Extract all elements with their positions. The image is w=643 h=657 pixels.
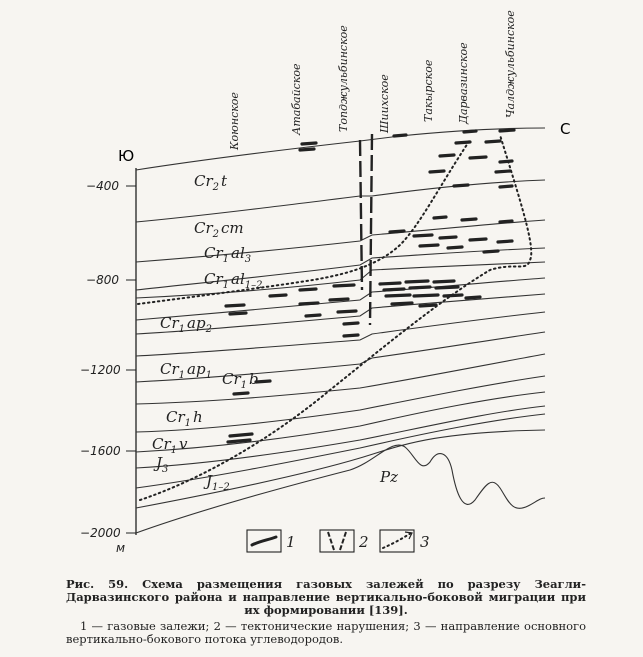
label-cr1h: $Cr_1$ h xyxy=(166,408,203,429)
depth-label-400: −400 xyxy=(86,179,119,193)
label-cr1ap2: $Cr_1$ $ap_2$ xyxy=(160,314,212,335)
field-darvazinskoe: Дарвазинское xyxy=(457,42,470,124)
label-cr1al12: $Cr_1$ $al_{1-2}$ xyxy=(204,270,263,291)
field-atabayskoe: Атабайское xyxy=(290,63,303,135)
caption-legend: 1 — газовые залежи; 2 — тектонические нарушения; 3 — направление основного вертикально-бокового потока углеводородов. xyxy=(66,619,586,646)
label-cr1b: $Cr_1$ b xyxy=(222,370,259,391)
field-takyrskoe: Такырское xyxy=(422,59,435,122)
depth-unit: м xyxy=(116,541,126,555)
field-chaldzhulbinskoe: Чалджульбинское xyxy=(504,10,517,118)
depth-label-2000: −2000 xyxy=(80,526,121,540)
label-cr1ap1: $Cr_1$ $ap_1$ xyxy=(160,360,212,381)
legend xyxy=(247,530,430,552)
label-cr1al3: $Cr_1$ $al_3$ xyxy=(204,244,252,265)
caption-title: Рис. 59. Схема размещения газовых залежей по разрезу Зеагли-Дарвазинского района и направление вертикально-боковой миграции при их формировании [139]. xyxy=(66,577,586,617)
field-koyunskoe: Коюнское xyxy=(228,92,241,150)
stratum-labels xyxy=(152,172,398,493)
label-j3: $J_3$ xyxy=(156,454,169,475)
label-pz: Pz xyxy=(380,468,398,486)
depth-label-1600: −1600 xyxy=(80,444,121,458)
depth-label-1200: −1200 xyxy=(80,363,121,377)
label-cr2t: $Cr_2$ t xyxy=(194,172,228,193)
depth-label-800: −800 xyxy=(86,273,119,287)
label-j12: $J_{1-2}$ xyxy=(206,472,230,493)
north-label: С xyxy=(560,120,571,138)
label-cr1v: $Cr_1$ v xyxy=(152,435,188,456)
legend-num-2: 2 xyxy=(359,533,369,551)
label-cr2cm: $Cr_2$ cm xyxy=(194,219,244,240)
depth-ticks xyxy=(126,186,136,533)
south-label: Ю xyxy=(118,147,135,165)
figure-caption xyxy=(66,578,586,646)
legend-num-3: 3 xyxy=(420,533,430,551)
legend-num-1: 1 xyxy=(286,533,296,551)
field-topdzhulbinskoe: Топджульбинское xyxy=(337,25,350,132)
legend-box-fault xyxy=(320,530,354,552)
field-shiikhskoe: Шиихское xyxy=(378,74,391,133)
